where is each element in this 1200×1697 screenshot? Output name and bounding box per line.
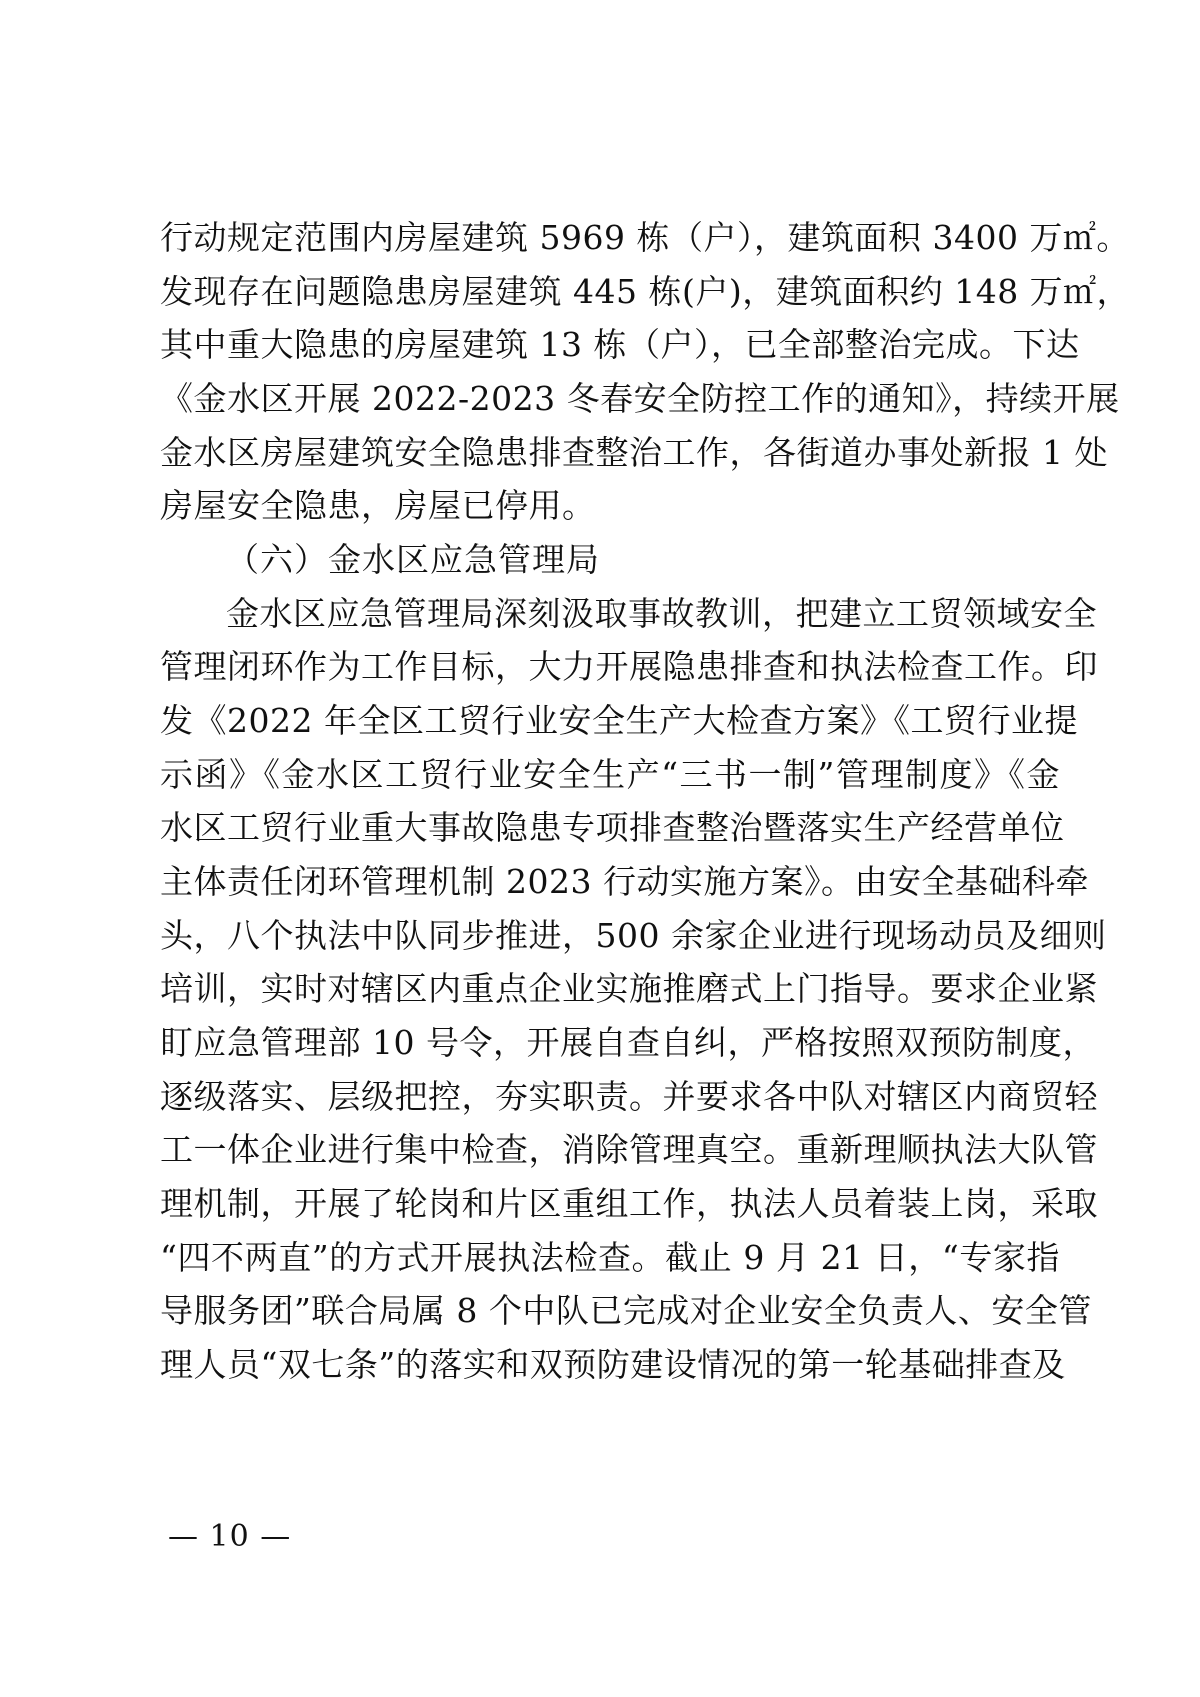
text-line: 其中重大隐患的房屋建筑 13 栋（户），已全部整治完成。下达 — [160, 325, 1080, 364]
text-line: 发《2022 年全区工贸行业安全生产大检查方案》《工贸行业提 — [160, 701, 1078, 740]
text-line: 发现存在问题隐患房屋建筑 445 栋(户)，建筑面积约 148 万㎡， — [160, 272, 1131, 311]
text-line: 《金水区开展 2022-2023 冬春安全防控工作的通知》，持续开展 — [160, 379, 1120, 418]
text-line: 主体责任闭环管理机制 2023 行动实施方案》。由安全基础科牵 — [160, 862, 1089, 901]
text-line: 金水区房屋建筑安全隐患排查整治工作，各街道办事处新报 1 处 — [160, 433, 1108, 472]
text-line: 水区工贸行业重大事故隐患专项排查整治暨落实生产经营单位 — [160, 808, 1065, 847]
text-line: “四不两直”的方式开展执法检查。截止 9 月 21 日，“专家指 — [160, 1238, 1060, 1277]
page-number: — 10 — — [168, 1519, 292, 1554]
text-line: 房屋安全隐患，房屋已停用。 — [160, 486, 596, 525]
text-line: 逐级落实、层级把控，夯实职责。并要求各中队对辖区内商贸轻 — [160, 1077, 1098, 1116]
text-line: 导服务团”联合局属 8 个中队已完成对企业安全负责人、安全管 — [160, 1291, 1092, 1330]
text-line: 示函》《金水区工贸行业安全生产“三书一制”管理制度》《金 — [160, 755, 1060, 794]
text-line: 金水区应急管理局深刻汲取事故教训，把建立工贸领域安全 — [226, 594, 1097, 633]
text-line: 理人员“双七条”的落实和双预防建设情况的第一轮基础排查及 — [160, 1345, 1066, 1384]
text-line: 头，八个执法中队同步推进，500 余家企业进行现场动员及细则 — [160, 916, 1107, 955]
text-line: 行动规定范围内房屋建筑 5969 栋（户），建筑面积 3400 万㎡。 — [160, 218, 1130, 257]
text-line: 盯应急管理部 10 号令，开展自查自纠，严格按照双预防制度， — [160, 1023, 1096, 1062]
text-line: 培训，实时对辖区内重点企业实施推磨式上门指导。要求企业紧 — [160, 969, 1098, 1008]
text-line: 工一体企业进行集中检查，消除管理真空。重新理顺执法大队管 — [160, 1130, 1098, 1169]
text-line: 管理闭环作为工作目标，大力开展隐患排查和执法检查工作。印 — [160, 647, 1098, 686]
section-heading: （六）金水区应急管理局 — [226, 540, 600, 579]
text-line: 理机制，开展了轮岗和片区重组工作，执法人员着装上岗，采取 — [160, 1184, 1098, 1223]
